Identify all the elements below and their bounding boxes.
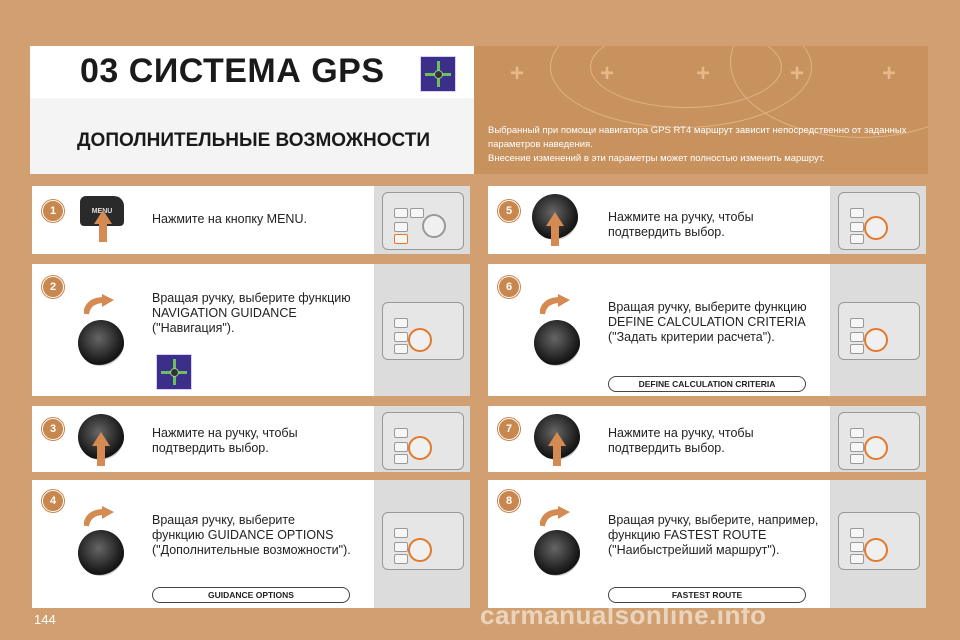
step-text: Вращая ручку, выберите, например, функцию FASTEST ROUTE ("Наибыстрейший маршрут"). [608, 513, 819, 557]
radio-device-icon [380, 300, 466, 360]
plus-decoration: + [790, 60, 805, 87]
step-number-badge: 8 [498, 490, 520, 512]
header-slant [424, 98, 484, 174]
plus-decoration: + [600, 60, 615, 87]
intro-text: Выбранный при помощи навигатора GPS RT4 маршрут зависит непосредственно от заданных параметров наведения. Внесение изменений в эти параметры может полностью изменить маршрут. [488, 125, 907, 164]
menu-option-pill: GUIDANCE OPTIONS [152, 587, 350, 603]
radio-device-icon [380, 410, 466, 470]
press-arrow-icon [99, 222, 107, 242]
radio-device-icon [836, 300, 922, 360]
page-number: 144 [34, 612, 56, 627]
press-arrow-head [92, 432, 110, 446]
step-text: Вращая ручку, выберите функцию GUIDANCE OPTIONS ("Дополнительные возможности"). [152, 513, 351, 557]
step-number-badge: 3 [42, 418, 64, 440]
step-text: Нажмите на кнопку MENU. [152, 212, 307, 226]
step-text: Вращая ручку, выберите функцию NAVIGATION GUIDANCE ("Навигация"). [152, 291, 351, 335]
gps-navigation-icon [156, 354, 192, 390]
step-number-badge: 7 [498, 418, 520, 440]
plus-decoration: + [510, 60, 525, 87]
press-arrow-head [546, 212, 564, 226]
step-number-badge: 2 [42, 276, 64, 298]
page-title: 03 СИСТЕМА GPS [80, 52, 385, 90]
rotate-arrow-icon [540, 506, 570, 528]
radio-device-icon [380, 510, 466, 570]
step-number-badge: 4 [42, 490, 64, 512]
gps-navigation-icon [420, 56, 456, 92]
step-number-badge: 1 [42, 200, 64, 222]
section-subtitle: ДОПОЛНИТЕЛЬНЫЕ ВОЗМОЖНОСТИ [77, 130, 430, 151]
rotate-arrow-icon [84, 506, 114, 528]
rotate-arrow-icon [84, 294, 114, 316]
press-arrow-icon [553, 444, 561, 466]
watermark: carmanualsonline.info [480, 600, 767, 630]
menu-option-pill: FASTEST ROUTE [608, 587, 806, 603]
step-text: Вращая ручку, выберите функцию DEFINE CALCULATION CRITERIA ("Задать критерии расчета"). [608, 300, 807, 344]
rotary-knob-icon [534, 530, 580, 576]
menu-button-icon: MENU [80, 196, 124, 226]
plus-decoration: + [882, 60, 897, 87]
step-text: Нажмите на ручку, чтобы подтвердить выбор. [152, 426, 298, 455]
header-slant-top [474, 46, 504, 98]
menu-option-pill: DEFINE CALCULATION CRITERIA [608, 376, 806, 392]
radio-device-icon [836, 410, 922, 470]
press-arrow-icon [97, 444, 105, 466]
step-text: Нажмите на ручку, чтобы подтвердить выбор. [608, 210, 754, 239]
press-arrow-head [548, 432, 566, 446]
rotary-knob-icon [78, 530, 124, 576]
plus-decoration: + [696, 60, 711, 87]
step-text: Нажмите на ручку, чтобы подтвердить выбор. [608, 426, 754, 455]
step-number-badge: 6 [498, 276, 520, 298]
radio-device-icon [836, 190, 922, 250]
step-number-badge: 5 [498, 200, 520, 222]
radio-device-icon [380, 190, 466, 250]
radio-device-icon [836, 510, 922, 570]
press-arrow-icon [551, 224, 559, 246]
rotary-knob-icon [534, 320, 580, 366]
rotate-arrow-icon [540, 294, 570, 316]
rotary-knob-icon [78, 320, 124, 366]
press-arrow-head [94, 210, 112, 224]
